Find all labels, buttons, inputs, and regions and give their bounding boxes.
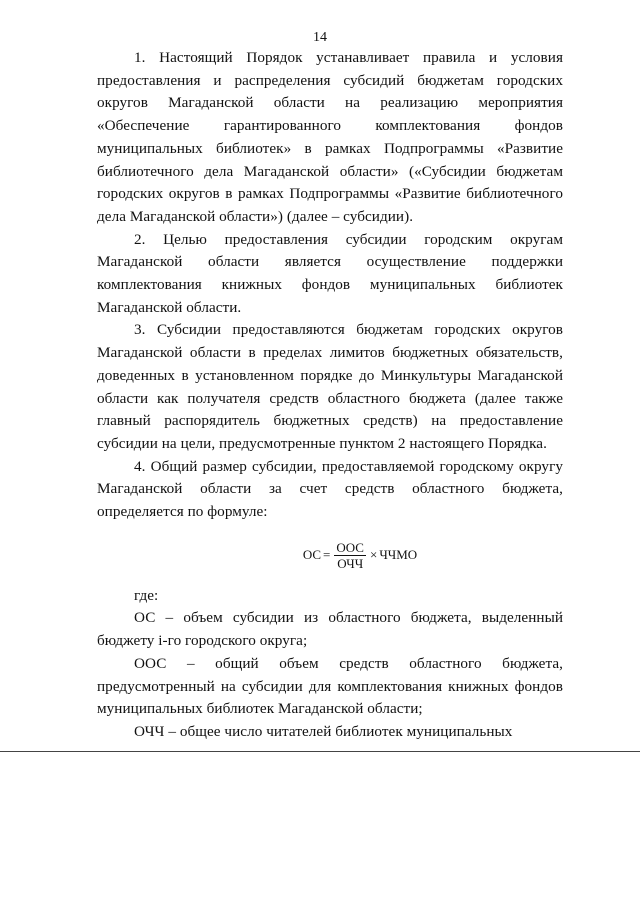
definition-os: ОС – объем субсидии из областного бюджета, выделенный бюджету i-го городского округа; — [97, 609, 563, 650]
definition-oos: ООС – общий объем средств областного бюджета, предусмотренный на субсидии для комплектования книжных фондов муниципальных библиотек Магаданской области; — [97, 654, 563, 718]
page-number: 14 — [313, 30, 327, 45]
where-label: где: — [134, 586, 159, 604]
paragraph-4: 4. Общий размер субсидии, предоставляемой городскому округу Магаданской области за счет средств областного бюджета, определяется по формуле: — [97, 457, 563, 521]
formula-block — [97, 540, 563, 571]
formula-denominator: ОЧЧ — [337, 555, 364, 571]
formula-times: × — [369, 546, 378, 562]
formula-rhs: ЧЧМО — [379, 546, 418, 562]
formula-fraction — [334, 540, 366, 571]
formula — [303, 540, 417, 571]
bottom-divider — [0, 751, 640, 752]
formula-equals: = — [323, 546, 331, 562]
document-body — [97, 47, 563, 744]
paragraph-3: 3. Субсидии предоставляются бюджетам городских округов Магаданской области в пределах лимитов бюджетных обязательств, доведенных в установленном порядке до Минкультуры Магаданской области как получателя средств областного бюджета (далее также главный распорядитель бюджетных средств) на предоставление субсидии на цели, предусмотренные пунктом 2 настоящего Порядка. — [97, 321, 563, 452]
formula-numerator: ООС — [336, 539, 364, 555]
paragraph-2: 2. Целью предоставления субсидии городским округам Магаданской области является осуществление поддержки комплектования книжных фондов муниципальных библиотек Магаданской области. — [97, 230, 563, 316]
formula-lhs: ОС — [302, 546, 322, 562]
paragraph-1: 1. Настоящий Порядок устанавливает правила и условия предоставления и распределения субсидий бюджетам городских округов Магаданской области на реализацию мероприятия «Обеспечение гарантированного комплектования фондов муниципальных библиотек» в рамках Подпрограммы «Развитие библиотечного дела Магаданской области» («Субсидии бюджетам городских округов в рамках Подпрограммы «Развитие библиотечного дела Магаданской области») (далее – субсидии). — [97, 49, 563, 225]
definition-ochch: ОЧЧ – общее число читателей библиотек муниципальных — [134, 722, 513, 740]
